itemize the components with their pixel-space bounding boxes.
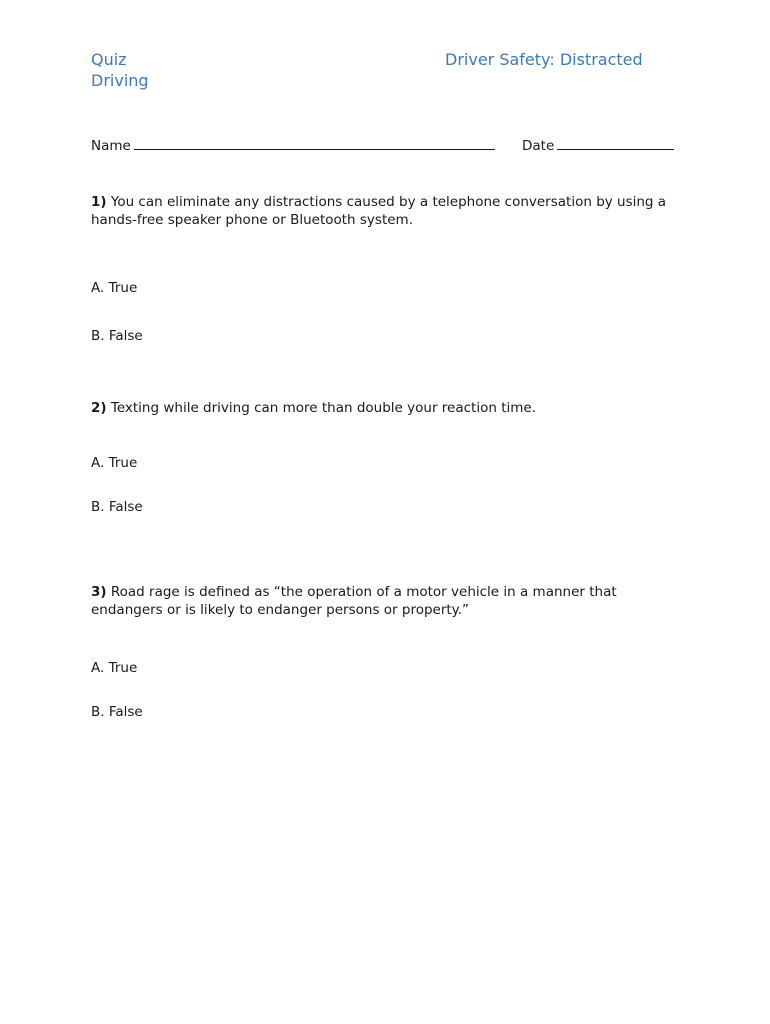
- question-2-option-b[interactable]: B. False: [91, 499, 143, 515]
- question-text: Road rage is defined as “the operation of a motor vehicle in a manner that endangers or is likely to endanger persons or property.”: [91, 584, 617, 618]
- header-title: Driver Safety: Distracted: [445, 50, 643, 69]
- name-blank-line[interactable]: [134, 136, 495, 150]
- header-quiz-label: Quiz: [91, 50, 127, 69]
- question-3: [91, 584, 691, 619]
- header-title-continued: Driving: [91, 71, 149, 90]
- date-field[interactable]: [522, 136, 674, 155]
- question-3-option-a[interactable]: A. True: [91, 660, 138, 676]
- question-1-option-b[interactable]: B. False: [91, 328, 143, 344]
- question-text: You can eliminate any distractions caused by a telephone conversation by using a hands-free speaker phone or Bluetooth system.: [91, 194, 667, 228]
- name-field[interactable]: [91, 136, 495, 155]
- question-2-option-a[interactable]: A. True: [91, 455, 138, 471]
- date-blank-line[interactable]: [557, 136, 674, 150]
- question-3-option-b[interactable]: B. False: [91, 704, 143, 720]
- question-number: 2): [91, 400, 107, 416]
- question-2: [91, 400, 691, 418]
- question-number: 3): [91, 584, 107, 600]
- date-label: Date: [522, 138, 555, 154]
- question-number: 1): [91, 194, 107, 210]
- name-label: Name: [91, 138, 131, 154]
- question-1: [91, 194, 691, 229]
- question-1-option-a[interactable]: A. True: [91, 280, 138, 296]
- question-text: Texting while driving can more than double your reaction time.: [110, 400, 536, 416]
